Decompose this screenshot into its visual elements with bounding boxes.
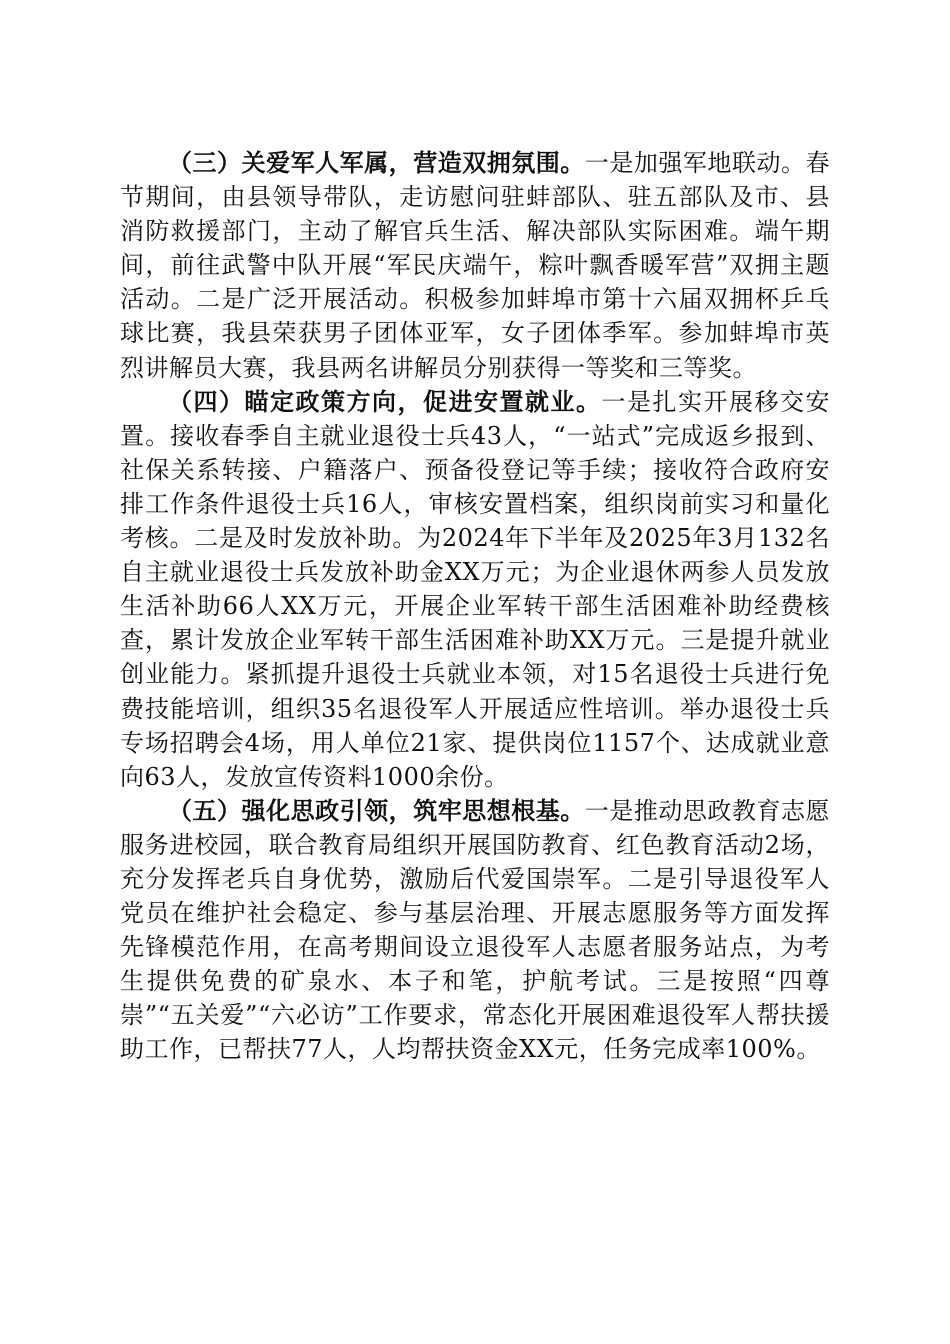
section-five-heading: （五）强化思政引领，筑牢思想根基。 [168,795,585,825]
section-three-paragraph [120,146,830,385]
section-three-heading: （三）关爱军人军属，营造双拥氛围。 [168,148,585,177]
section-four-body: 一是扎实开展移交安置。接收春季自主就业退役士兵43人，“一站式”完成返乡报到、社保关系转接、户籍落户、预备役登记等手续；接收符合政府安排工作条件退役士兵16人，审核安置档案，组织岗前实习和量化考核。二是及时发放补助。为2024年下半年及2025年3月132名自主就业退役士兵发放补助金XX万元；为企业退休两参人员发放生活补助66人XX万元，开展企业军转干部生活困难补助经费核查，累计发放企业军转干部生活困难补助XX万元。三是提升就业创业能力。紧抓提升退役士兵就业本领，对15名退役士兵进行免费技能培训，组织35名退役军人开展适应性培训。举办退役士兵专场招聘会4场，用人单位21家、提供岗位1157个、达成就业意向63人，发放宣传资料1000余份。 [120,387,830,791]
document-page [120,146,830,1067]
section-four-heading: （四）瞄定政策方向，促进安置就业。 [168,386,602,416]
section-four-paragraph [120,385,830,794]
section-five-body: 一是推动思政教育志愿服务进校园，联合教育局组织开展国防教育、红色教育活动2场，充分发挥老兵自身优势，激励后代爱国崇军。二是引导退役军人党员在维护社会稳定、参与基层治理、开展志愿服务等方面发挥先锋模范作用，在高考期间设立退役军人志愿者服务站点，为考生提供免费的矿泉水、本子和笔，护航考试。三是按照“四尊崇”“五关爱”“六必访”工作要求，常态化开展困难退役军人帮扶援助工作，已帮扶77人，人均帮扶资金XX元，任务完成率100%。 [120,796,831,1064]
section-five-paragraph [120,794,830,1067]
section-three-body: 一是加强军地联动。春节期间，由县领导带队，走访慰问驻蚌部队、驻五部队及市、县消防救援部门，主动了解官兵生活、解决部队实际困难。端午期间，前往武警中队开展“军民庆端午，粽叶飘香暖军营”双拥主题活动。二是广泛开展活动。积极参加蚌埠市第十六届双拥杯乒乓球比赛，我县荣获男子团体亚军，女子团体季军。参加蚌埠市英烈讲解员大赛，我县两名讲解员分别获得一等奖和三等奖。 [120,149,831,382]
